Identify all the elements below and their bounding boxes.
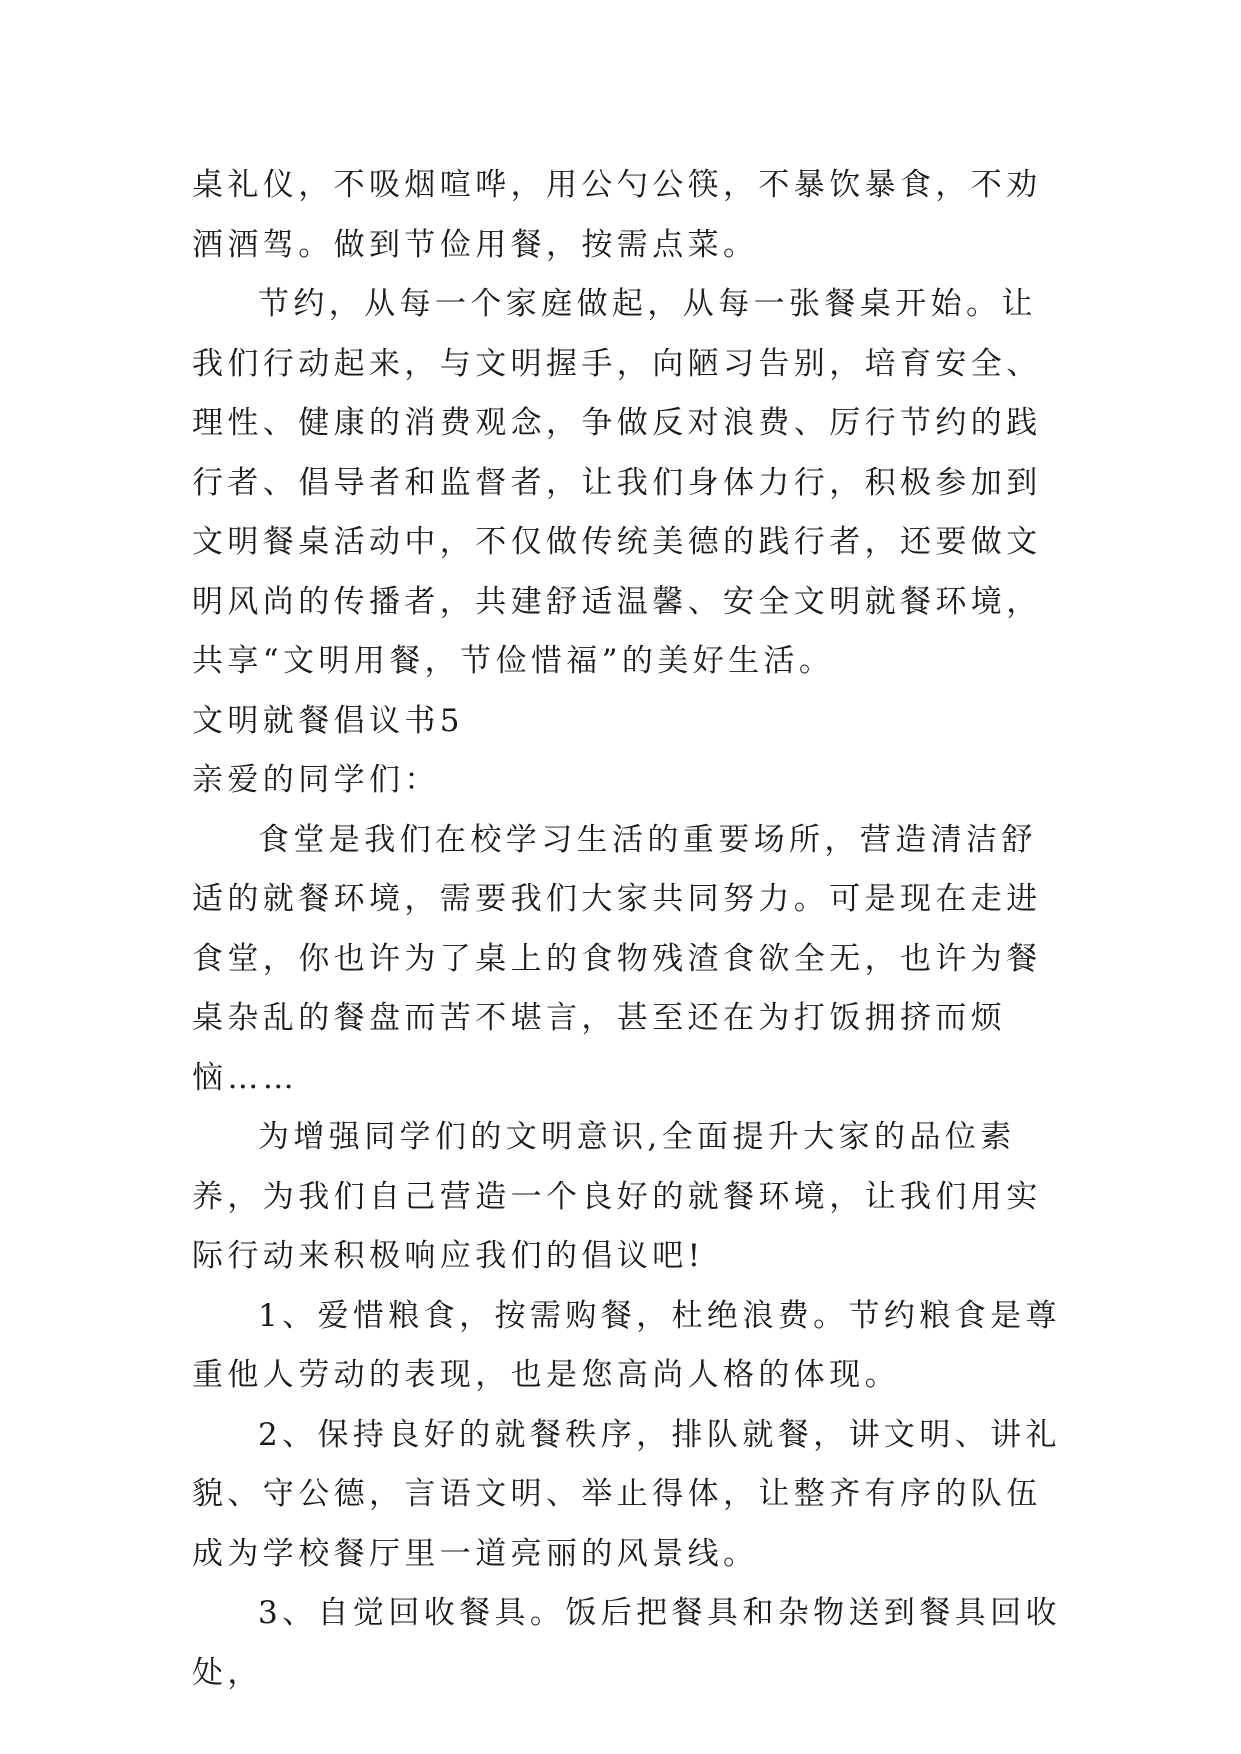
paragraph-frugality: 节约，从每一个家庭做起，从每一张餐桌开始。让我们行动起来，与文明握手，向陋习告别，培育安全、理性、健康的消费观念，争做反对浪费、厉行节约的践行者、倡导者和监督者，让我们身体力行，积极参加到文明餐桌活动中，不仅做传统美德的践行者，还要做文明风尚的传播者，共建舒适温馨、安全文明就餐环境，共享“文明用餐，节俭惜福”的美好生活。 — [192, 286, 1042, 679]
list-item-2: 2、保持良好的就餐秩序，排队就餐，讲文明、讲礼貌、守公德，言语文明、举止得体，让整齐有序的队伍成为学校餐厅里一道亮丽的风景线。 — [192, 1416, 1061, 1572]
paragraph-canteen: 食堂是我们在校学习生活的重要场所，营造清洁舒适的就餐环境，需要我们大家共同努力。可是现在走进食堂，你也许为了桌上的食物残渣食欲全无，也许为餐桌杂乱的餐盘而苦不堪言，甚至还在为打饭拥挤而烦恼…… — [192, 821, 1042, 1096]
salutation: 亲爱的同学们： — [192, 762, 440, 798]
list-item-1: 1、爱惜粮食，按需购餐，杜绝浪费。节约粮食是尊重他人劳动的表现，也是您高尚人格的体现。 — [192, 1297, 1061, 1393]
section-heading: 文明就餐倡议书5 — [192, 702, 464, 739]
paragraph-initiative: 为增强同学们的文明意识,全面提升大家的品位素养，为我们自己营造一个良好的就餐环境，让我们用实际行动来积极响应我们的倡议吧! — [192, 1119, 1042, 1274]
list-item-3: 3、自觉回收餐具。饭后把餐具和杂物送到餐具回收处， — [192, 1595, 1061, 1691]
document-body — [192, 156, 1062, 1703]
paragraph-etiquette-end: 桌礼仪，不吸烟喧哗，用公勺公筷，不暴饮暴食，不劝酒酒驾。做到节俭用餐，按需点菜。 — [192, 167, 1042, 263]
